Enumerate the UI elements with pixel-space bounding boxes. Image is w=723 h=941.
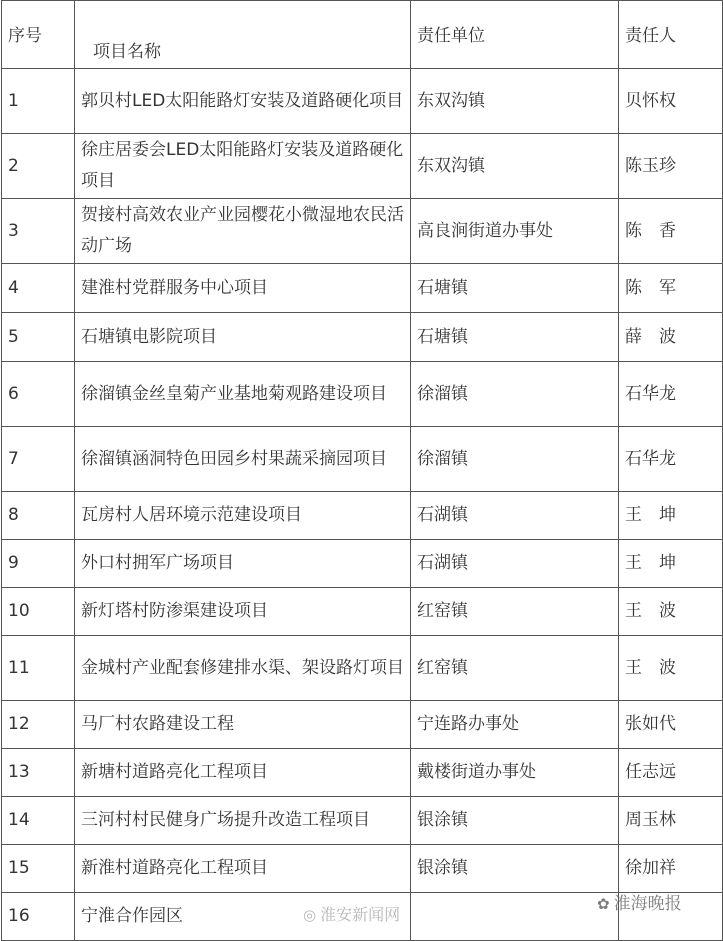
cell-project-name: 徐溜镇金丝皇菊产业基地菊观路建设项目 xyxy=(75,362,411,427)
table-row xyxy=(2,69,723,134)
cell-index: 8 xyxy=(2,492,75,540)
weibo-icon: ◎ xyxy=(303,906,317,924)
cell-person: 陈 军 xyxy=(619,264,723,313)
cell-index: 10 xyxy=(2,588,75,636)
cell-project-name: 徐庄居委会LED太阳能路灯安装及道路硬化项目 xyxy=(75,134,411,199)
cell-index: 14 xyxy=(2,797,75,845)
cell-unit: 石塘镇 xyxy=(411,264,619,313)
cell-person: 王 坤 xyxy=(619,492,723,540)
cell-project-name: 贺接村高效农业产业园樱花小微湿地农民活动广场 xyxy=(75,199,411,264)
cell-unit: 红窑镇 xyxy=(411,636,619,701)
cell-project-name: 马厂村农路建设工程 xyxy=(75,701,411,749)
cell-unit: 戴楼街道办事处 xyxy=(411,749,619,797)
cell-project-name: 宁淮合作园区 xyxy=(75,893,411,941)
cell-person: 王 坤 xyxy=(619,540,723,588)
cell-project-name: 建淮村党群服务中心项目 xyxy=(75,264,411,313)
cell-person: 任志远 xyxy=(619,749,723,797)
table-row xyxy=(2,797,723,845)
cell-person: 周玉林 xyxy=(619,797,723,845)
cell-person: 薛 波 xyxy=(619,313,723,362)
cell-unit: 石湖镇 xyxy=(411,540,619,588)
cell-project-name: 外口村拥军广场项目 xyxy=(75,540,411,588)
cell-unit: 石湖镇 xyxy=(411,492,619,540)
cell-unit: 宁连路办事处 xyxy=(411,701,619,749)
cell-index: 11 xyxy=(2,636,75,701)
header-unit: 责任单位 xyxy=(411,1,619,69)
cell-unit: 红窑镇 xyxy=(411,588,619,636)
cell-index: 13 xyxy=(2,749,75,797)
cell-unit: 徐溜镇 xyxy=(411,362,619,427)
header-index: 序号 xyxy=(2,1,75,69)
cell-unit: 银涂镇 xyxy=(411,797,619,845)
cell-person: 石华龙 xyxy=(619,427,723,492)
cell-unit: 徐溜镇 xyxy=(411,427,619,492)
cell-person: 陈 香 xyxy=(619,199,723,264)
cell-project-name: 新塘村道路亮化工程项目 xyxy=(75,749,411,797)
table-row xyxy=(2,749,723,797)
cell-index: 16 xyxy=(2,893,75,941)
cell-project-name: 郭贝村LED太阳能路灯安装及道路硬化项目 xyxy=(75,69,411,134)
table-header-row xyxy=(2,1,723,69)
cell-index: 9 xyxy=(2,540,75,588)
cell-project-name: 瓦房村人居环境示范建设项目 xyxy=(75,492,411,540)
cell-person: 石华龙 xyxy=(619,362,723,427)
cell-project-name: 新灯塔村防渗渠建设项目 xyxy=(75,588,411,636)
watermark-right: ✿ 淮海晚报 xyxy=(597,894,682,914)
cell-project-name: 新淮村道路亮化工程项目 xyxy=(75,845,411,893)
cell-unit: 高良涧街道办事处 xyxy=(411,199,619,264)
header-person: 责任人 xyxy=(619,1,723,69)
cell-person: 王 波 xyxy=(619,588,723,636)
cell-project-name: 三河村村民健身广场提升改造工程项目 xyxy=(75,797,411,845)
cell-index: 12 xyxy=(2,701,75,749)
table-row xyxy=(2,264,723,313)
cell-person: 陈玉珍 xyxy=(619,134,723,199)
cell-index: 5 xyxy=(2,313,75,362)
cell-person: 徐加祥 xyxy=(619,845,723,893)
table-row xyxy=(2,636,723,701)
cell-unit: 石塘镇 xyxy=(411,313,619,362)
cell-index: 15 xyxy=(2,845,75,893)
header-project-name: 项目名称 xyxy=(75,1,411,69)
table-row xyxy=(2,313,723,362)
project-table xyxy=(1,0,723,941)
cell-unit xyxy=(411,893,619,941)
cell-project-name: 金城村产业配套修建排水渠、架设路灯项目 xyxy=(75,636,411,701)
cell-unit: 银涂镇 xyxy=(411,845,619,893)
table-row xyxy=(2,492,723,540)
table-row xyxy=(2,701,723,749)
cell-index: 2 xyxy=(2,134,75,199)
table-row xyxy=(2,540,723,588)
cell-project-name: 石塘镇电影院项目 xyxy=(75,313,411,362)
cell-index: 3 xyxy=(2,199,75,264)
watermark-left: ◎ 淮安新闻网 xyxy=(303,905,401,924)
cell-person: 张如代 xyxy=(619,701,723,749)
cell-index: 7 xyxy=(2,427,75,492)
cell-person: 王 波 xyxy=(619,636,723,701)
cell-index: 4 xyxy=(2,264,75,313)
table-row xyxy=(2,845,723,893)
table-row xyxy=(2,427,723,492)
cell-person: 贝怀权 xyxy=(619,69,723,134)
cell-index: 1 xyxy=(2,69,75,134)
cell-unit: 东双沟镇 xyxy=(411,134,619,199)
table-row xyxy=(2,362,723,427)
cell-index: 6 xyxy=(2,362,75,427)
table-row xyxy=(2,588,723,636)
table-row xyxy=(2,134,723,199)
cell-unit: 东双沟镇 xyxy=(411,69,619,134)
wechat-icon: ✿ xyxy=(597,895,610,913)
cell-project-name: 徐溜镇涵洞特色田园乡村果蔬采摘园项目 xyxy=(75,427,411,492)
table-row xyxy=(2,199,723,264)
